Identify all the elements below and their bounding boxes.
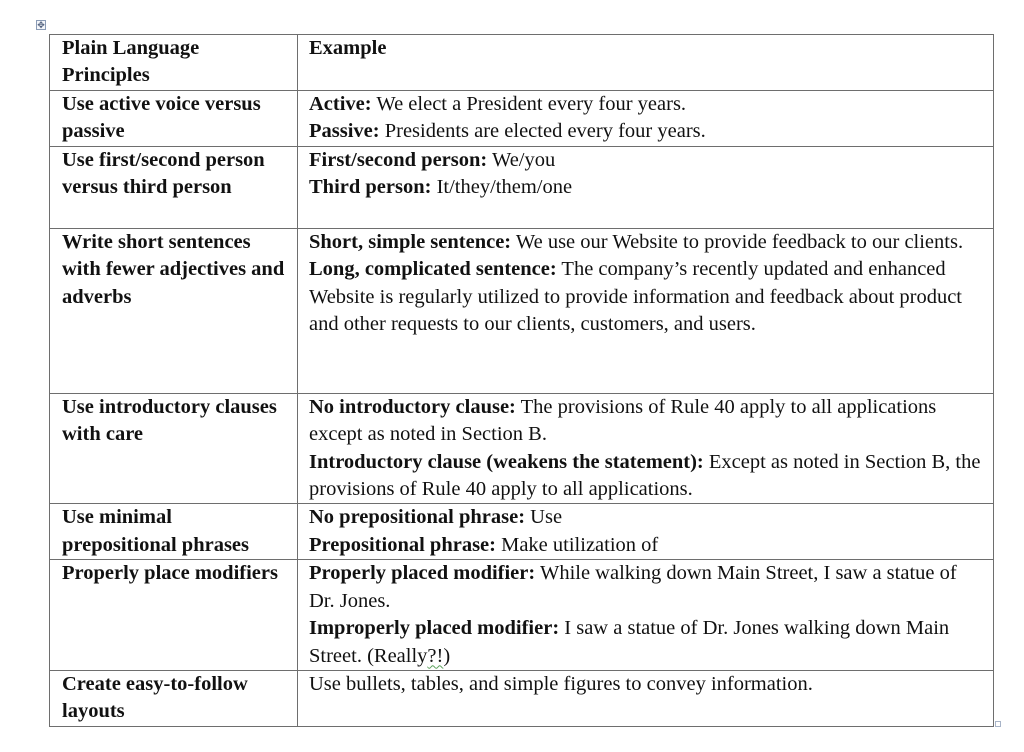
table-row — [50, 504, 994, 560]
example-text: We elect a President every four years. — [371, 93, 687, 115]
example-cell — [298, 671, 994, 727]
example-text: Presidents are elected every four years. — [379, 120, 706, 143]
principle-cell: Use minimal prepositional phrases — [50, 504, 298, 560]
table-header-row — [50, 35, 994, 91]
header-principles: Plain Language Principles — [50, 35, 298, 91]
example-cell — [298, 504, 994, 560]
example-text: It/they/them/one — [431, 176, 573, 199]
example-cell — [298, 146, 994, 228]
example-text: The provisions of Rule 40 apply to all applications except as noted in Section B. — [309, 395, 937, 446]
example-label: Long, complicated sentence: — [309, 258, 557, 281]
example-text: I saw a statue of Dr. Jones walking down Main Street. (Really — [309, 617, 950, 667]
example-label: Properly placed modifier: — [309, 562, 536, 585]
example-text: We use our Website to provide feedback to our clients. — [511, 230, 964, 253]
example-cell — [298, 91, 994, 147]
example-label: Short, simple sentence: — [309, 230, 512, 253]
plain-language-table — [49, 34, 994, 727]
header-example: Example — [298, 35, 994, 91]
principle-cell: Properly place modifiers — [50, 560, 298, 671]
example-label: No prepositional phrase: — [309, 506, 526, 529]
table-resize-handle[interactable] — [995, 721, 1001, 727]
example-text: Use bullets, tables, and simple figures to convey information. — [309, 673, 813, 696]
table-row — [50, 560, 994, 671]
example-label: Active: — [309, 93, 372, 115]
example-line — [309, 560, 987, 615]
example-label: Introductory clause (weakens the statement): — [309, 450, 704, 473]
example-line — [309, 118, 987, 145]
example-line — [309, 91, 987, 118]
example-line — [309, 671, 987, 698]
example-line — [309, 504, 987, 531]
table-row — [50, 91, 994, 147]
example-label: Third person: — [309, 176, 432, 199]
table-row — [50, 671, 994, 727]
example-line — [309, 394, 987, 449]
example-cell — [298, 228, 994, 393]
example-line — [309, 147, 987, 174]
example-line — [309, 256, 987, 338]
example-line — [309, 532, 987, 559]
principle-cell: Create easy-to-follow layouts — [50, 671, 298, 727]
example-line — [309, 615, 987, 670]
table-row — [50, 393, 994, 504]
example-label: No introductory clause: — [309, 395, 516, 418]
example-line — [309, 229, 987, 256]
example-label: Prepositional phrase: — [309, 533, 496, 556]
example-cell — [298, 393, 994, 504]
example-text-tail: ) — [443, 644, 451, 667]
table-row — [50, 146, 994, 228]
example-line — [309, 174, 987, 201]
principle-cell: Use first/second person versus third person — [50, 146, 298, 228]
example-text: The company’s recently updated and enhanced Website is regularly utilized to provide information and feedback about product and other requests to our clients, customers, and users. — [309, 258, 963, 336]
table-move-handle-icon[interactable]: ✥ — [37, 20, 45, 30]
example-text: Except as noted in Section B, the provisions of Rule 40 apply to all applications. — [309, 450, 981, 501]
principle-cell: Use active voice versus passive — [50, 91, 298, 147]
example-text: We/you — [487, 148, 556, 171]
table-row — [50, 228, 994, 393]
example-cell — [298, 560, 994, 671]
spellcheck-flagged-text[interactable]: ?! — [427, 644, 444, 667]
principle-cell: Write short sentences with fewer adjectives and adverbs — [50, 228, 298, 393]
example-text: While walking down Main Street, I saw a statue of Dr. Jones. — [309, 562, 957, 612]
example-label: First/second person: — [309, 148, 488, 171]
example-text: Make utilization of — [495, 533, 659, 556]
example-label: Improperly placed modifier: — [309, 617, 560, 640]
principle-cell: Use introductory clauses with care — [50, 393, 298, 504]
example-text: Use — [525, 506, 563, 529]
example-line — [309, 449, 987, 504]
example-label: Passive: — [309, 120, 380, 143]
